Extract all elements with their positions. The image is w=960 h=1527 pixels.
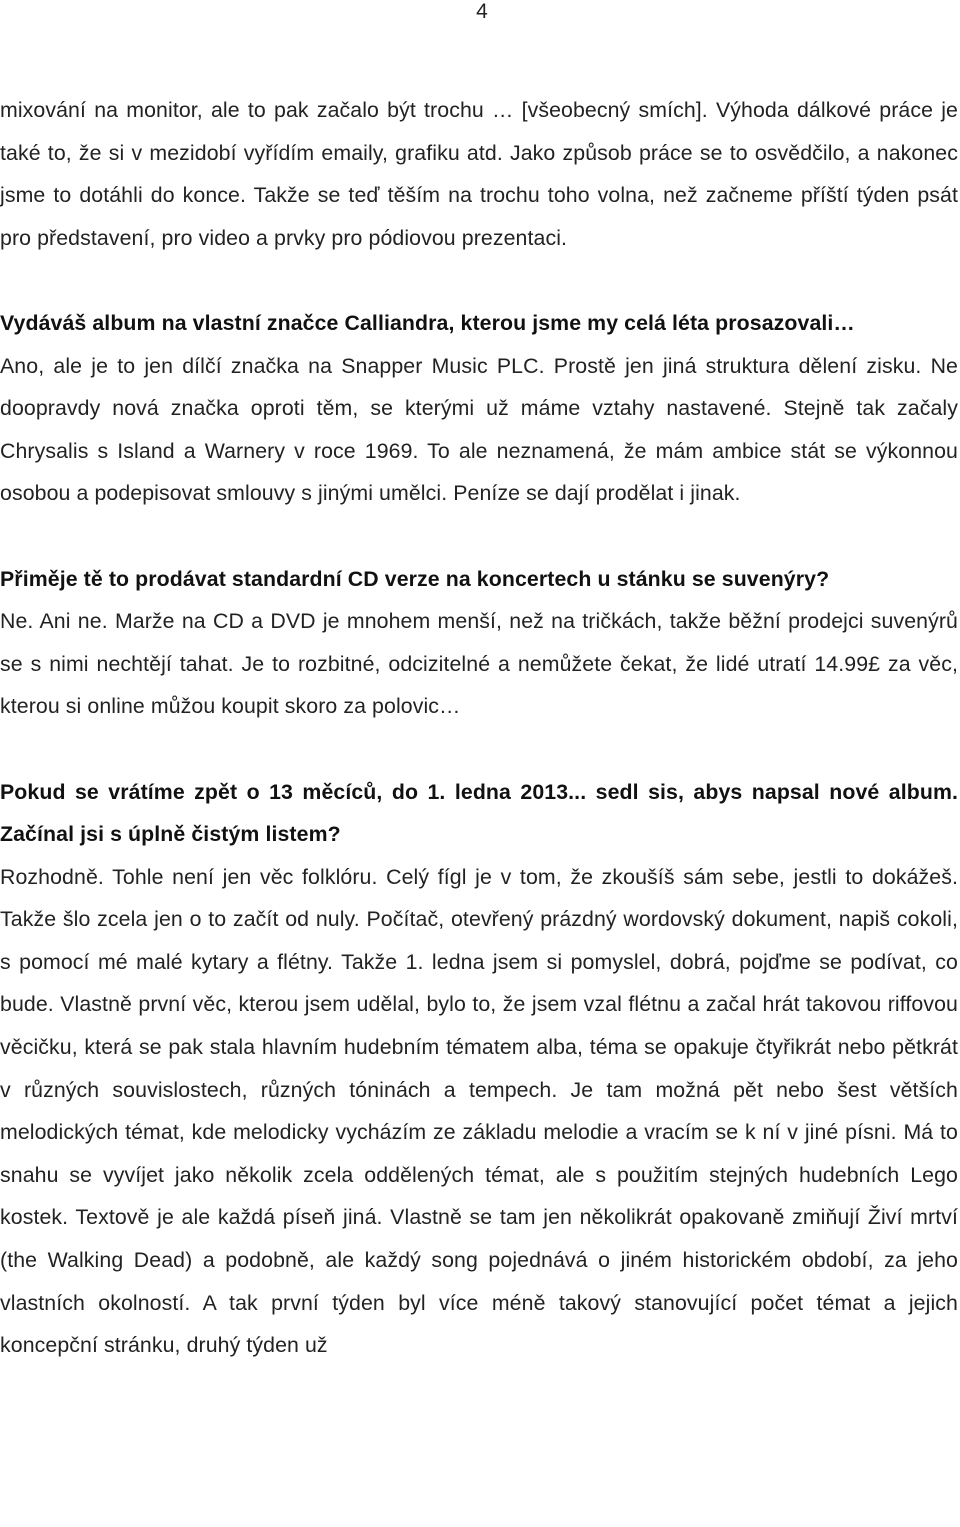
document-body xyxy=(0,89,958,1367)
interview-question: Vydáváš album na vlastní značce Calliandra, kterou jsme my celá léta prosazovali… xyxy=(0,310,855,335)
paragraph-spacer xyxy=(0,259,958,302)
page-number: 4 xyxy=(476,0,488,23)
interview-question: Pokud se vrátíme zpět o 13 měcíců, do 1. ledna 2013... sedl sis, abys napsal nové album. Začínal jsi s úplně čistým listem? xyxy=(0,779,958,847)
answer-paragraph: Ano, ale je to jen dílčí značka na Snapper Music PLC. Prostě jen jiná struktura dělení zisku. Ne doopravdy nová značka oproti těm, se kterými už máme vztahy nastavené. Stejně tak začaly Chrysalis s Island a Warnery v roce 1969. To ale neznamená, že mám ambice stát se výkonnou osobou a podepisovat smlouvy s jinými umělci. Peníze se dají prodělat i jinak. xyxy=(0,353,958,506)
paragraph-spacer xyxy=(0,728,958,771)
answer-paragraph: Rozhodně. Tohle není jen věc folklóru. Celý fígl je v tom, že zkoušíš sám sebe, jestli to dokážeš. Takže šlo zcela jen o to začít od nuly. Počítač, otevřený prázdný wordovský dokument, napiš cokoli, s pomocí mé malé kytary a flétny. Takže 1. ledna jsem si pomyslel, dobrá, pojďme se podívat, co bude. Vlastně první věc, kterou jsem udělal, bylo to, že jsem vzal flétnu a začal hrát takovou riffovou věcičku, která se pak stala hlavním hudebním tématem alba, téma se opakuje čtyřikrát nebo pětkrát v různých souvislostech, různých tóninách a tempech. Je tam možná pět nebo šest větších melodických témat, kde melodicky vycházím ze základu melodie a vracím se k ní v jiné písni. Má to snahu se vyvíjet jako několik zcela oddělených témat, ale s použitím stejných hudebních Lego kostek. Textově je ale každá píseň jiná. Vlastně se tam jen několikrát opakovaně zmiňují Živí mrtví (the Walking Dead) a podobně, ale každý song pojednává o jiném historickém období, za jeho vlastních okolností. A tak první týden byl více méně takový stanovující počet témat a jejich koncepční stránku, druhý týden už xyxy=(0,864,958,1358)
answer-paragraph: mixování na monitor, ale to pak začalo být trochu … [všeobecný smích]. Výhoda dálkové práce je také to, že si v mezidobí vyřídím emaily, grafiku atd. Jako způsob práce se to osvědčilo, a nakonec jsme to dotáhli do konce. Takže se teď těším na trochu toho volna, než začneme příští týden psát pro představení, pro video a prvky pro pódiovou prezentaci. xyxy=(0,98,958,250)
paragraph-spacer xyxy=(0,515,958,558)
answer-paragraph: Ne. Ani ne. Marže na CD a DVD je mnohem menší, než na tričkách, takže běžní prodejci suvenýrů se s nimi nechtějí tahat. Je to rozbitné, odcizitelné a nemůžete čekat, že lidé utratí 14.99£ za věc, kterou si online můžou koupit skoro za polovic… xyxy=(0,609,958,719)
interview-question: Přiměje tě to prodávat standardní CD verze na koncertech u stánku se suvenýry? xyxy=(0,566,830,591)
